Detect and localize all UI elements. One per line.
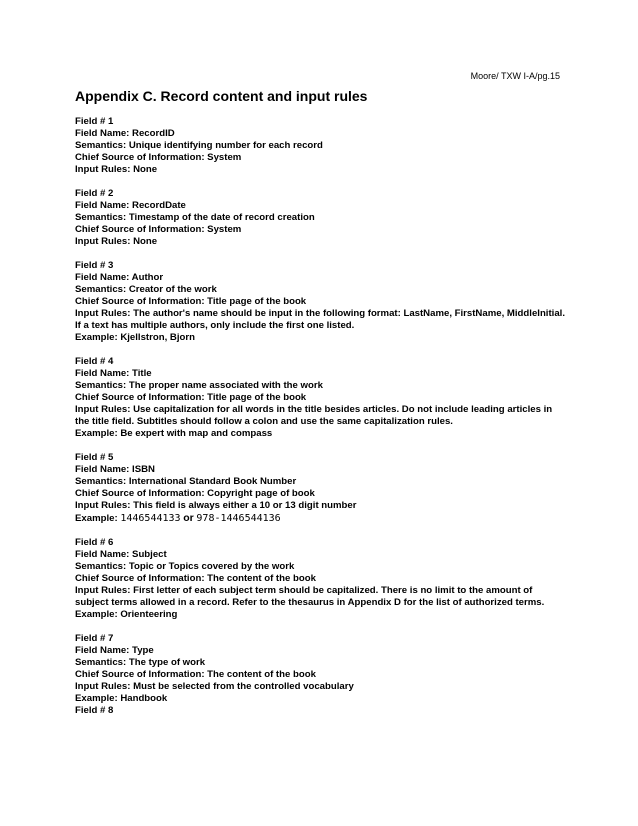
field-number: Field # 4: [75, 356, 114, 367]
field-block-6: [75, 537, 565, 621]
field-semantics: Semantics: The type of work: [75, 657, 206, 668]
field-input-rules: Input Rules: This field is always either a 10 or 13 digit number: [75, 500, 357, 511]
field-block-2: [75, 188, 565, 248]
field-input-rules: Input Rules: Use capitalization for all words in the title besides articles. Do not include leading articles in the title field. Subtitles should follow a colon and use the same capitalization rules.: [75, 404, 553, 427]
field-input-rules: Input Rules: Must be selected from the controlled vocabulary: [75, 681, 354, 692]
field-number: Field # 3: [75, 260, 114, 271]
field-source: Chief Source of Information: Copyright page of book: [75, 488, 315, 499]
field-source: Chief Source of Information: The content of the book: [75, 669, 316, 680]
example-label: Example:: [75, 513, 118, 524]
field-block-8: [75, 705, 565, 717]
field-name: Field Name: RecordID: [75, 128, 175, 139]
field-number: Field # 1: [75, 116, 114, 127]
isbn-10-value: 1446544133: [120, 513, 181, 524]
field-example: Example: Kjellstron, Bjorn: [75, 332, 195, 343]
field-name: Field Name: Type: [75, 645, 154, 656]
field-block-7: [75, 633, 565, 705]
field-block-4: [75, 356, 565, 440]
field-example: [75, 512, 565, 525]
field-input-rules: Input Rules: None: [75, 236, 158, 247]
field-name: Field Name: Title: [75, 368, 152, 379]
field-name: Field Name: Subject: [75, 549, 167, 560]
field-source: Chief Source of Information: The content of the book: [75, 573, 316, 584]
field-name: Field Name: RecordDate: [75, 200, 186, 211]
field-block-1: [75, 116, 565, 176]
field-number: Field # 8: [75, 705, 114, 716]
field-number: Field # 2: [75, 188, 114, 199]
field-number: Field # 5: [75, 452, 114, 463]
document-body: [75, 116, 565, 729]
field-example: Example: Handbook: [75, 693, 168, 704]
field-block-5: [75, 452, 565, 525]
page-title: Appendix C. Record content and input rules: [75, 88, 368, 104]
field-number: Field # 7: [75, 633, 114, 644]
field-name: Field Name: Author: [75, 272, 164, 283]
field-source: Chief Source of Information: System: [75, 152, 242, 163]
field-source: Chief Source of Information: System: [75, 224, 242, 235]
field-input-rules: Input Rules: None: [75, 164, 158, 175]
field-semantics: Semantics: Timestamp of the date of record creation: [75, 212, 315, 223]
field-semantics: Semantics: The proper name associated with the work: [75, 380, 323, 391]
field-example: Example: Orienteering: [75, 609, 178, 620]
field-semantics: Semantics: Creator of the work: [75, 284, 217, 295]
isbn-13-value: 978-1446544136: [196, 513, 281, 524]
page-reference: Moore/ TXW I-A/pg.15: [470, 71, 560, 81]
example-or: or: [183, 512, 194, 524]
field-semantics: Semantics: Topic or Topics covered by the work: [75, 561, 295, 572]
field-input-rules: Input Rules: First letter of each subject term should be capitalized. There is no limit to the amount of subject terms allowed in a record. Refer to the thesaurus in Appendix D for the list of authorized terms.: [75, 585, 545, 608]
field-number: Field # 6: [75, 537, 114, 548]
field-name: Field Name: ISBN: [75, 464, 155, 475]
field-semantics: Semantics: International Standard Book Number: [75, 476, 297, 487]
field-input-rules: Input Rules: The author's name should be input in the following format: LastName, FirstName, MiddleInitial. If a text has multiple authors, only include the first one listed.: [75, 308, 565, 331]
field-source: Chief Source of Information: Title page of the book: [75, 392, 307, 403]
field-source: Chief Source of Information: Title page of the book: [75, 296, 307, 307]
field-example: Example: Be expert with map and compass: [75, 428, 273, 439]
field-semantics: Semantics: Unique identifying number for each record: [75, 140, 323, 151]
field-block-3: [75, 260, 565, 344]
